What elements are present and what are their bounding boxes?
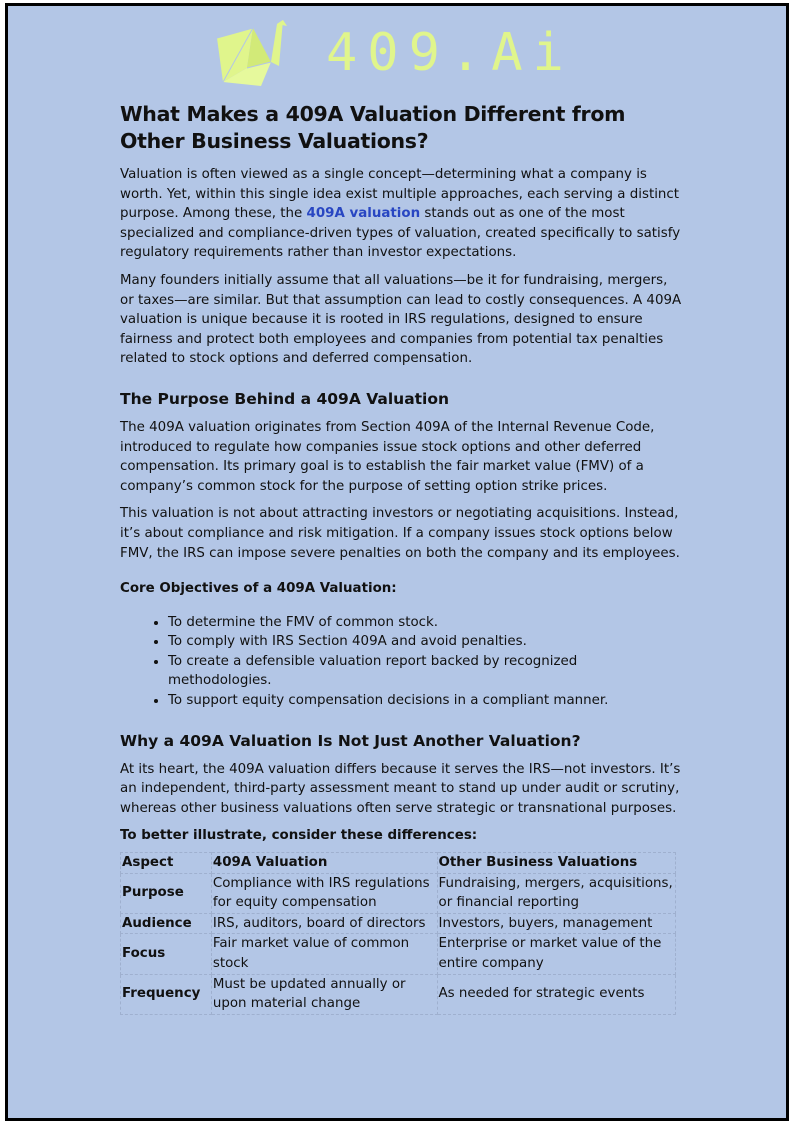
- table-lead: To better illustrate, consider these differences:: [120, 828, 478, 844]
- table-row: [121, 934, 676, 974]
- page: [5, 3, 789, 1121]
- table-row: [121, 913, 676, 934]
- table-row: [121, 873, 676, 913]
- objectives-list: [120, 613, 682, 711]
- table-cell: Audience: [121, 913, 212, 934]
- list-item: • To determine the FMV of common stock.: [168, 613, 682, 633]
- page-title: What Makes a 409A Valuation Different from Other Business Valuations?: [120, 102, 626, 153]
- table-cell: Focus: [121, 934, 212, 974]
- list-item: • To comply with IRS Section 409A and avoid penalties.: [168, 632, 682, 652]
- header-aspect: Aspect: [121, 853, 212, 874]
- header-409a: 409A Valuation: [211, 853, 437, 874]
- table-cell: Investors, buyers, management: [437, 913, 675, 934]
- table-cell: Fair market value of common stock: [211, 934, 437, 974]
- intro-paragraph-2: Many founders initially assume that all valuations—be it for fundraising, mergers, or taxes—are similar. But that assumption can lead to costly consequences. A 409A valuation is unique because it is rooted in IRS regulations, designed to ensure fairness and protect both employees and companies from potential tax penalties related to stock options and deferred compensation.: [120, 272, 682, 367]
- comparison-table: [120, 852, 676, 1015]
- table-cell: Frequency: [121, 974, 212, 1014]
- intro-text-after: stands out as one of the most specialized and compliance-driven types of valuation, created specifically to satisfy regulatory requirements rather than investor expectations.: [120, 206, 681, 261]
- logo-text: 409.Ai: [326, 23, 574, 83]
- intro-text-before: Valuation is often viewed as a single concept—determining what a company is worth. Yet, within this single idea exist multiple approaches, each serving a distinct purpose. Among these, the: [120, 167, 680, 222]
- list-item: • To create a defensible valuation report backed by recognized methodologies.: [168, 652, 682, 691]
- intro-paragraph-1: [120, 165, 682, 263]
- table-cell: Fundraising, mergers, acquisitions, or financial reporting: [437, 873, 675, 913]
- table-cell: Enterprise or market value of the entire company: [437, 934, 675, 974]
- table-header-row: [121, 853, 676, 874]
- table-cell: Compliance with IRS regulations for equity compensation: [211, 873, 437, 913]
- brand-logo: [213, 16, 574, 96]
- 409a-valuation-link[interactable]: 409A valuation: [306, 206, 421, 222]
- article: [120, 101, 682, 1015]
- purpose-paragraph-1: The 409A valuation originates from Section 409A of the Internal Revenue Code, introduced to regulate how companies issue stock options and other deferred compensation. Its primary goal is to establish the fair market value (FMV) of a company’s common stock for the purpose of setting option strike prices.: [120, 419, 655, 494]
- difference-paragraph-1: At its heart, the 409A valuation differs because it serves the IRS—not investors. It’s an independent, third-party assessment meant to stand up under audit or scrutiny, whereas other business valuations often serve strategic or transnational purposes.: [120, 761, 681, 816]
- header-other: Other Business Valuations: [437, 853, 675, 874]
- list-item: • To support equity compensation decisions in a compliant manner.: [168, 691, 682, 711]
- table-row: [121, 974, 676, 1014]
- section-heading-purpose: The Purpose Behind a 409A Valuation: [120, 389, 450, 408]
- table-cell: Must be updated annually or upon material change: [211, 974, 437, 1014]
- table-cell: IRS, auditors, board of directors: [211, 913, 437, 934]
- table-cell: As needed for strategic events: [437, 974, 675, 1014]
- table-cell: Purpose: [121, 873, 212, 913]
- purpose-paragraph-2: This valuation is not about attracting investors or negotiating acquisitions. Instead, it’s about compliance and risk mitigation. If a company issues stock options below FMV, the IRS can impose severe penalties on both the company and its employees.: [120, 506, 680, 561]
- section-heading-difference: Why a 409A Valuation Is Not Just Another Valuation?: [120, 731, 581, 750]
- objectives-subheading: Core Objectives of a 409A Valuation:: [120, 581, 397, 597]
- origami-bird-icon: [213, 16, 325, 96]
